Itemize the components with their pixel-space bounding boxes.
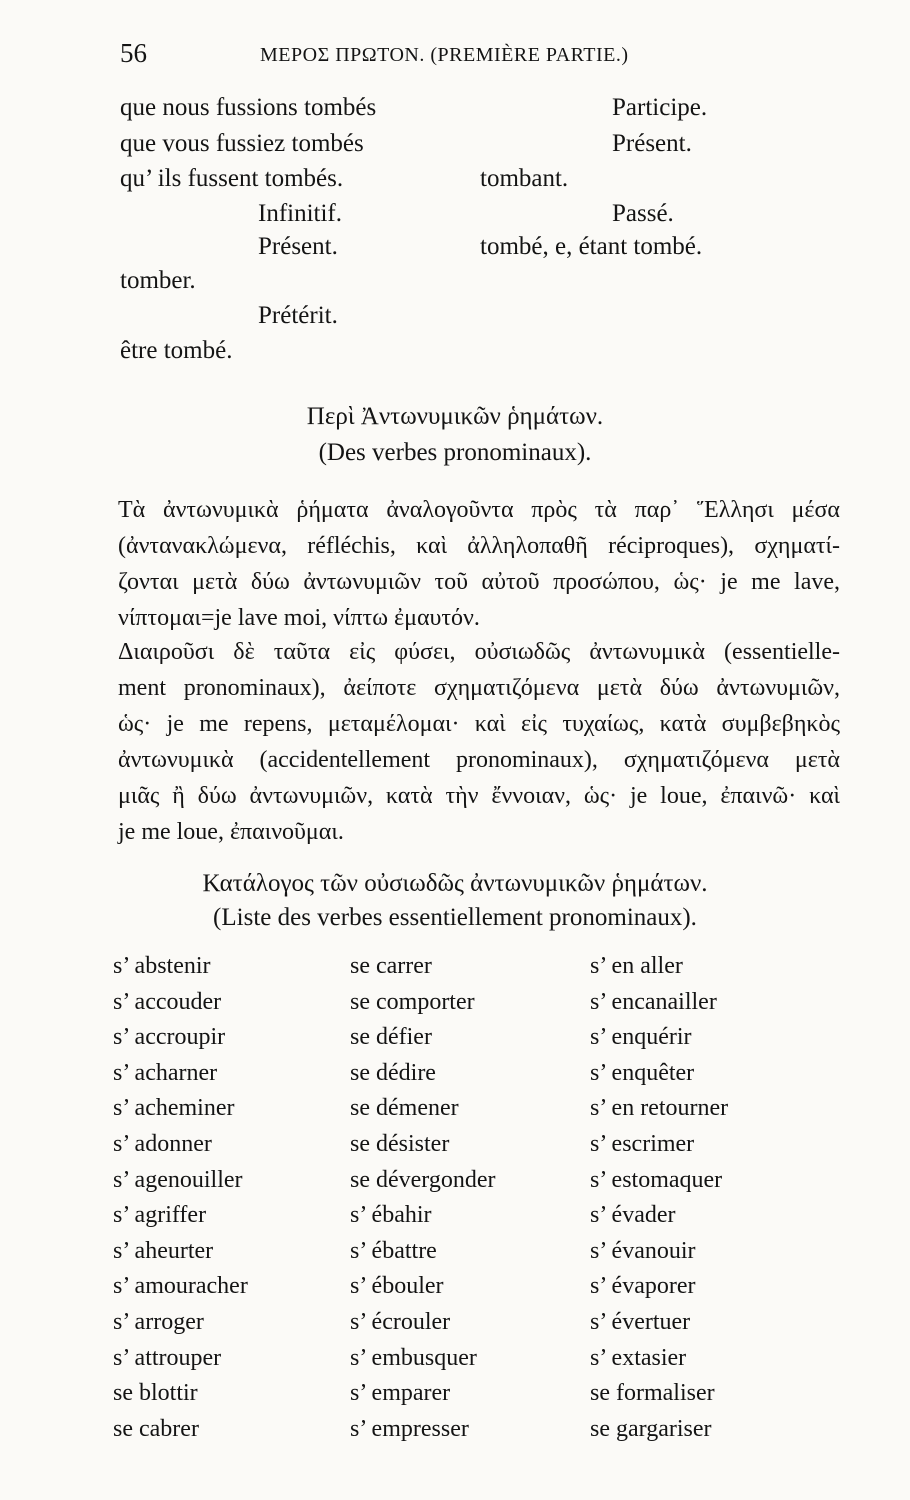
verb-item: s’ en aller [590,953,683,979]
verb-item: s’ emparer [350,1380,451,1407]
preterit-label: Prétérit. [258,302,338,329]
verb-item: se démener [350,1095,459,1122]
verb-item: s’ amouracher [113,1273,248,1300]
para1-line: ζονται μετὰ δύω ἀντωνυμιῶν τοῦ αὐτοῦ προσώπου, ὡς· je me lave, [118,569,840,595]
para1-line: Τὰ ἀντωνυμικὰ ῥήματα ἀναλογοῦντα πρὸς τὰ παρ᾽ Ἕλλησι μέσα [118,497,840,523]
verb-item: s’ abstenir [113,953,211,979]
verb-item: s’ évertuer [590,1309,691,1335]
section1-title-greek: Περὶ Ἀντωνυμικῶν ῥημάτων. [306,403,604,430]
etre-tombe: être tombé. [120,337,233,364]
conj-line-2: que vous fussiez tombés [120,130,364,157]
present-label-right: Présent. [612,130,692,157]
verb-item: s’ agriffer [113,1202,207,1229]
verb-item: s’ estomaquer [590,1166,723,1193]
section2-title-french: (Liste des verbes essentiellement pronominaux). [213,904,697,931]
section1-title-french: (Des verbes pronominaux). [318,439,592,466]
verb-item: se comporter [350,988,475,1015]
para2-line: ment pronominaux), ἀείποτε σχηματιζόμενα μετὰ δύω ἀντωνυμιῶν, [118,675,840,701]
page-number: 56 [120,38,147,68]
verb-item: s’ ébouler [350,1273,444,1300]
verb-item: s’ évanouir [590,1237,696,1264]
verb-item: s’ embusquer [350,1344,477,1371]
infinitif-label: Infinitif. [258,200,343,227]
verb-item: s’ encanailler [590,988,717,1015]
para1-line: νίπτομαι=je lave moi, νίπτω ἐμαυτόν. [118,605,480,631]
verb-item: se gargariser [590,1415,712,1442]
verb-item: s’ empresser [350,1415,469,1442]
participe-label: Participe. [612,94,708,121]
tombant: tombant. [480,165,569,192]
verb-item: s’ évaporer [590,1273,696,1300]
verb-item: s’ extasier [590,1344,687,1371]
verb-item: s’ accroupir [113,1024,226,1051]
verb-item: se formaliser [590,1380,715,1407]
para1-line: (ἀντανακλώμενα, réfléchis, καὶ ἀλληλοπαθῆ réciproques), σχηματί- [118,533,840,559]
tomber: tomber. [120,267,196,294]
verb-item: s’ acharner [113,1059,218,1086]
verb-item: s’ arroger [113,1309,204,1335]
present-label-left: Présent. [258,233,338,260]
verb-item: se dédire [350,1059,436,1086]
verb-item: s’ écrouler [350,1309,451,1335]
verb-item: s’ ébattre [350,1237,437,1264]
verb-item: s’ agenouiller [113,1166,243,1193]
para2-line: ἀντωνυμικὰ (accidentellement pronominaux), σχηματιζόμενα μετὰ [118,747,840,773]
section2-title-greek: Κατάλογος τῶν οὐσιωδῶς ἀντωνυμικῶν ῥημάτων. [202,870,708,897]
verb-item: se dévergonder [350,1166,496,1193]
verb-item: s’ ébahir [350,1202,432,1229]
verb-item: s’ attrouper [113,1344,222,1371]
para2-line: je me loue, ἐπαινοῦμαι. [118,819,344,845]
verb-item: se désister [350,1131,450,1157]
verb-item: se défier [350,1024,432,1051]
verb-item: s’ enquérir [590,1024,692,1051]
para2-line: Διαιροῦσι δὲ ταῦτα εἰς φύσει, οὐσιωδῶς ἀντωνυμικὰ (essentielle- [118,639,840,665]
verb-item: s’ en retourner [590,1095,729,1122]
section1-paragraph-1 [118,492,840,636]
verb-item: s’ accouder [113,988,222,1015]
verb-item: se carrer [350,953,432,979]
verb-item: s’ évader [590,1202,676,1229]
conj-line-3: qu’ ils fussent tombés. [120,165,344,192]
verb-item: s’ escrimer [590,1131,695,1157]
para2-line: ὡς· je me repens, μεταμέλομαι· καὶ εἰς τυχαίως, κατὰ συμβεβηκὸς [118,711,840,737]
verb-item: s’ aheurter [113,1237,214,1264]
verb-item: s’ enquêter [590,1059,695,1086]
verb-item: s’ adonner [113,1131,212,1157]
verb-item: s’ acheminer [113,1095,235,1122]
verb-item: se cabrer [113,1415,199,1442]
para2-line: μιᾶς ἢ δύω ἀντωνυμιῶν, κατὰ τὴν ἔννοιαν, ὡς· je loue, ἐπαινῶ· καὶ [118,783,840,809]
section1-paragraph-2 [118,634,840,850]
tombe-etant: tombé, e, étant tombé. [480,233,703,260]
passe-label: Passé. [612,200,674,227]
conj-line-1: que nous fussions tombés [120,94,377,121]
verb-item: se blottir [113,1380,198,1407]
running-header: ΜΕΡΟΣ ΠΡΩΤΟΝ. (PREMIÈRE PARTIE.) [260,44,629,66]
